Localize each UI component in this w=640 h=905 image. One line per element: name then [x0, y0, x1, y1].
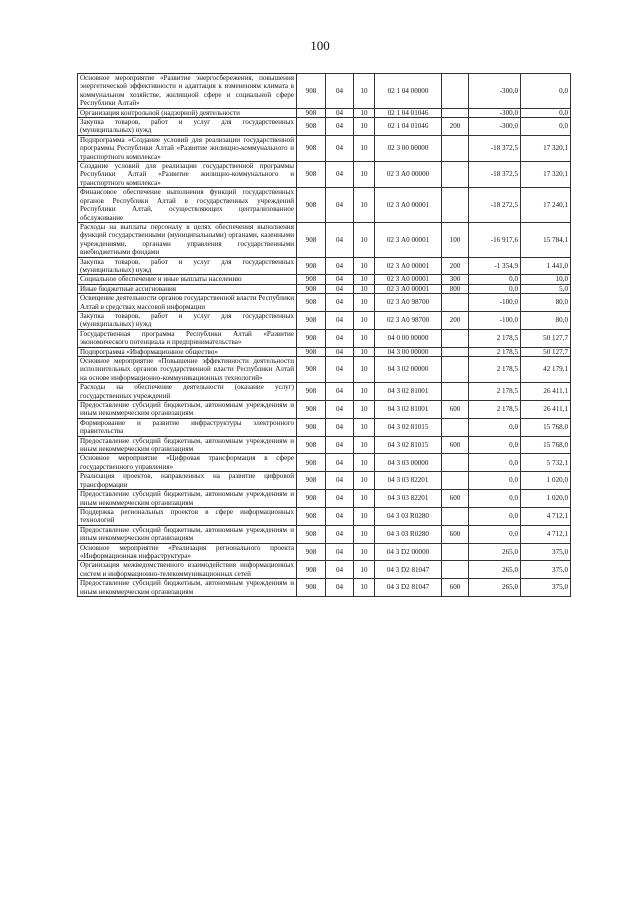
section-code-cell: 04 — [326, 490, 354, 508]
subsection-code-cell: 10 — [354, 118, 375, 136]
row-name-cell: Подпрограмма «Информационное общество» — [78, 347, 297, 356]
amount-change-cell: 265,0 — [469, 579, 521, 597]
ministry-code-cell: 908 — [297, 418, 326, 436]
section-code-cell: 04 — [326, 347, 354, 356]
ministry-code-cell: 908 — [297, 74, 326, 109]
ministry-code-cell: 908 — [297, 135, 326, 161]
target-article-cell: 02 1 04 00000 — [375, 74, 442, 109]
amount-change-cell: 265,0 — [469, 543, 521, 561]
amount-total-cell: 80,0 — [521, 294, 571, 312]
amount-change-cell: 0,0 — [469, 490, 521, 508]
amount-change-cell: 2 178,5 — [469, 347, 521, 356]
section-code-cell: 04 — [326, 118, 354, 136]
amount-change-cell: -300,0 — [469, 118, 521, 136]
amount-change-cell: 0,0 — [469, 436, 521, 454]
subsection-code-cell: 10 — [354, 436, 375, 454]
ministry-code-cell: 908 — [297, 383, 326, 401]
table-row — [78, 507, 571, 525]
table-row — [78, 108, 571, 117]
amount-total-cell: 375,0 — [521, 561, 571, 579]
amount-change-cell: 0,0 — [469, 507, 521, 525]
target-article-cell: 04 3 03 82201 — [375, 490, 442, 508]
budget-table-body — [78, 74, 571, 597]
table-row — [78, 357, 571, 383]
subsection-code-cell: 10 — [354, 561, 375, 579]
ministry-code-cell: 908 — [297, 275, 326, 284]
table-row — [78, 543, 571, 561]
subsection-code-cell: 10 — [354, 357, 375, 383]
expense-type-cell: 800 — [442, 284, 469, 293]
ministry-code-cell: 908 — [297, 188, 326, 223]
table-row — [78, 162, 571, 188]
subsection-code-cell: 10 — [354, 507, 375, 525]
expense-type-cell: 300 — [442, 275, 469, 284]
amount-total-cell: 26 411,1 — [521, 401, 571, 419]
expense-type-cell — [442, 188, 469, 223]
amount-change-cell: 0,0 — [469, 284, 521, 293]
section-code-cell: 04 — [326, 311, 354, 329]
subsection-code-cell: 10 — [354, 284, 375, 293]
amount-total-cell: 0,0 — [521, 74, 571, 109]
ministry-code-cell: 908 — [297, 347, 326, 356]
section-code-cell: 04 — [326, 74, 354, 109]
target-article-cell: 02 3 А0 00001 — [375, 257, 442, 275]
row-name-cell: Поддержка региональных проектов в сфере информационных технологий — [78, 507, 297, 525]
row-name-cell: Финансовое обеспечение выполнения функций государственных органов Республики Алтай в государственных учреждений Республики Алтай, осуществляющих централизованное обслуживание — [78, 188, 297, 223]
row-name-cell: Расходы на выплаты персоналу в целях обеспечения выполнения функций государственными (муниципальными) органами, казенными учреждениями, органами управления государственными внебюджетными фондами — [78, 222, 297, 257]
expense-type-cell — [442, 507, 469, 525]
amount-total-cell: 17 240,1 — [521, 188, 571, 223]
subsection-code-cell: 10 — [354, 418, 375, 436]
section-code-cell: 04 — [326, 436, 354, 454]
subsection-code-cell: 10 — [354, 222, 375, 257]
ministry-code-cell: 908 — [297, 561, 326, 579]
amount-change-cell: 0,0 — [469, 525, 521, 543]
section-code-cell: 04 — [326, 525, 354, 543]
amount-total-cell: 17 320,1 — [521, 162, 571, 188]
amount-change-cell: -300,0 — [469, 108, 521, 117]
amount-total-cell: 4 712,1 — [521, 507, 571, 525]
expense-type-cell — [442, 383, 469, 401]
table-row — [78, 188, 571, 223]
ministry-code-cell: 908 — [297, 543, 326, 561]
amount-total-cell: 4 712,1 — [521, 525, 571, 543]
amount-change-cell: 0,0 — [469, 418, 521, 436]
amount-total-cell: 15 768,0 — [521, 418, 571, 436]
amount-change-cell: 265,0 — [469, 561, 521, 579]
subsection-code-cell: 10 — [354, 257, 375, 275]
expense-type-cell — [442, 418, 469, 436]
amount-total-cell: 42 179,1 — [521, 357, 571, 383]
target-article-cell: 04 3 D2 81047 — [375, 579, 442, 597]
amount-total-cell: 1 441,0 — [521, 257, 571, 275]
amount-total-cell: 17 320,1 — [521, 135, 571, 161]
target-article-cell: 04 3 00 00000 — [375, 347, 442, 356]
expense-type-cell — [442, 135, 469, 161]
table-row — [78, 294, 571, 312]
target-article-cell: 04 3 02 81001 — [375, 383, 442, 401]
section-code-cell: 04 — [326, 135, 354, 161]
amount-change-cell: -100,0 — [469, 294, 521, 312]
row-name-cell: Основное мероприятие «Повышение эффективности деятельности исполнительных органов государственной власти Республики Алтай на основе информационно-коммуникационных технологий» — [78, 357, 297, 383]
amount-change-cell: 2 178,5 — [469, 357, 521, 383]
section-code-cell: 04 — [326, 454, 354, 472]
row-name-cell: Социальное обеспечение и иные выплаты населению — [78, 275, 297, 284]
section-code-cell: 04 — [326, 329, 354, 347]
expense-type-cell: 200 — [442, 257, 469, 275]
ministry-code-cell: 908 — [297, 579, 326, 597]
subsection-code-cell: 10 — [354, 490, 375, 508]
ministry-code-cell: 908 — [297, 490, 326, 508]
ministry-code-cell: 908 — [297, 162, 326, 188]
expense-type-cell: 600 — [442, 579, 469, 597]
table-row — [78, 472, 571, 490]
subsection-code-cell: 10 — [354, 401, 375, 419]
table-row — [78, 329, 571, 347]
table-row — [78, 418, 571, 436]
target-article-cell: 04 0 00 00000 — [375, 329, 442, 347]
section-code-cell: 04 — [326, 284, 354, 293]
table-row — [78, 311, 571, 329]
section-code-cell: 04 — [326, 294, 354, 312]
target-article-cell: 04 3 03 00000 — [375, 454, 442, 472]
amount-change-cell: -18 272,5 — [469, 188, 521, 223]
amount-change-cell: 2 178,5 — [469, 401, 521, 419]
row-name-cell: Предоставление субсидий бюджетным, автономным учреждениям и иным некоммерческим организациям — [78, 490, 297, 508]
amount-total-cell: 375,0 — [521, 543, 571, 561]
subsection-code-cell: 10 — [354, 579, 375, 597]
row-name-cell: Формирование и развитие инфраструктуры электронного правительства — [78, 418, 297, 436]
row-name-cell: Предоставление субсидий бюджетным, автономным учреждениям и иным некоммерческим организациям — [78, 579, 297, 597]
row-name-cell: Подпрограмма «Создание условий для реализации государственной программы Республики Алтай «Развитие жилищно-коммунального и транспортного комплекса» — [78, 135, 297, 161]
row-name-cell: Закупка товаров, работ и услуг для государственных (муниципальных) нужд — [78, 311, 297, 329]
expense-type-cell — [442, 347, 469, 356]
amount-total-cell: 15 768,0 — [521, 436, 571, 454]
amount-change-cell: 2 178,5 — [469, 383, 521, 401]
amount-total-cell: 50 127,7 — [521, 347, 571, 356]
row-name-cell: Организация межведомственного взаимодействия информационных систем и информационно-телекоммуникационных сетей — [78, 561, 297, 579]
expense-type-cell: 600 — [442, 525, 469, 543]
table-row — [78, 222, 571, 257]
section-code-cell: 04 — [326, 257, 354, 275]
expense-type-cell — [442, 294, 469, 312]
table-row — [78, 383, 571, 401]
target-article-cell: 04 3 03 R0280 — [375, 507, 442, 525]
row-name-cell: Государственная программа Республики Алтай «Развитие экономического потенциала и предпринимательства» — [78, 329, 297, 347]
target-article-cell: 02 3 А0 00001 — [375, 222, 442, 257]
subsection-code-cell: 10 — [354, 347, 375, 356]
expense-type-cell — [442, 162, 469, 188]
ministry-code-cell: 908 — [297, 329, 326, 347]
amount-total-cell: 15 784,1 — [521, 222, 571, 257]
table-row — [78, 436, 571, 454]
amount-total-cell: 10,0 — [521, 275, 571, 284]
table-row — [78, 275, 571, 284]
subsection-code-cell: 10 — [354, 275, 375, 284]
table-row — [78, 135, 571, 161]
ministry-code-cell: 908 — [297, 108, 326, 117]
amount-total-cell: 50 127,7 — [521, 329, 571, 347]
table-row — [78, 257, 571, 275]
table-row — [78, 525, 571, 543]
subsection-code-cell: 10 — [354, 525, 375, 543]
target-article-cell: 02 1 04 01046 — [375, 118, 442, 136]
subsection-code-cell: 10 — [354, 454, 375, 472]
amount-change-cell: 0,0 — [469, 275, 521, 284]
amount-change-cell: 2 178,5 — [469, 329, 521, 347]
amount-total-cell: 80,0 — [521, 311, 571, 329]
section-code-cell: 04 — [326, 561, 354, 579]
target-article-cell: 04 3 D2 81047 — [375, 561, 442, 579]
row-name-cell: Закупка товаров, работ и услуг для государственных (муниципальных) нужд — [78, 118, 297, 136]
amount-change-cell: -18 372,5 — [469, 135, 521, 161]
table-row — [78, 490, 571, 508]
ministry-code-cell: 908 — [297, 284, 326, 293]
ministry-code-cell: 908 — [297, 311, 326, 329]
table-row — [78, 401, 571, 419]
section-code-cell: 04 — [326, 543, 354, 561]
amount-total-cell: 26 411,1 — [521, 383, 571, 401]
ministry-code-cell: 908 — [297, 436, 326, 454]
table-row — [78, 347, 571, 356]
subsection-code-cell: 10 — [354, 311, 375, 329]
amount-change-cell: 0,0 — [469, 454, 521, 472]
expense-type-cell: 200 — [442, 311, 469, 329]
ministry-code-cell: 908 — [297, 454, 326, 472]
target-article-cell: 04 3 02 00000 — [375, 357, 442, 383]
amount-change-cell: -16 917,6 — [469, 222, 521, 257]
amount-total-cell: 0,0 — [521, 118, 571, 136]
target-article-cell: 04 3 02 81001 — [375, 401, 442, 419]
section-code-cell: 04 — [326, 401, 354, 419]
ministry-code-cell: 908 — [297, 401, 326, 419]
target-article-cell: 02 3 А0 98700 — [375, 294, 442, 312]
page-number: 100 — [310, 38, 330, 53]
ministry-code-cell: 908 — [297, 472, 326, 490]
row-name-cell: Основное мероприятие «Развитие энергосбережения, повышения энергетической эффективности и адаптация к изменениям климата в коммунальном хозяйстве, жилищной сфере и социальной сфере Республики Алтай» — [78, 74, 297, 109]
amount-change-cell: -100,0 — [469, 311, 521, 329]
row-name-cell: Организация контрольной (надзорной) деятельности — [78, 108, 297, 117]
section-code-cell: 04 — [326, 418, 354, 436]
row-name-cell: Иные бюджетные ассигнования — [78, 284, 297, 293]
table-row — [78, 454, 571, 472]
target-article-cell: 02 1 04 01046 — [375, 108, 442, 117]
subsection-code-cell: 10 — [354, 162, 375, 188]
subsection-code-cell: 10 — [354, 383, 375, 401]
expense-type-cell: 100 — [442, 222, 469, 257]
ministry-code-cell: 908 — [297, 222, 326, 257]
ministry-code-cell: 908 — [297, 257, 326, 275]
table-row — [78, 579, 571, 597]
target-article-cell: 02 3 А0 98700 — [375, 311, 442, 329]
table-row — [78, 118, 571, 136]
expense-type-cell — [442, 357, 469, 383]
ministry-code-cell: 908 — [297, 294, 326, 312]
section-code-cell: 04 — [326, 275, 354, 284]
expense-type-cell — [442, 543, 469, 561]
row-name-cell: Предоставление субсидий бюджетным, автономным учреждениям и иным некоммерческим организациям — [78, 436, 297, 454]
ministry-code-cell: 908 — [297, 357, 326, 383]
target-article-cell: 04 3 03 R0280 — [375, 525, 442, 543]
amount-total-cell: 5 732,1 — [521, 454, 571, 472]
target-article-cell: 04 3 03 82201 — [375, 472, 442, 490]
amount-change-cell: 0,0 — [469, 472, 521, 490]
row-name-cell: Закупка товаров, работ и услуг для государственных (муниципальных) нужд — [78, 257, 297, 275]
row-name-cell: Освещение деятельности органов государственной власти Республики Алтай в средствах массовой информации — [78, 294, 297, 312]
subsection-code-cell: 10 — [354, 74, 375, 109]
expense-type-cell — [442, 454, 469, 472]
section-code-cell: 04 — [326, 162, 354, 188]
amount-total-cell: 1 020,0 — [521, 490, 571, 508]
expense-type-cell — [442, 561, 469, 579]
amount-total-cell: 0,0 — [521, 108, 571, 117]
subsection-code-cell: 10 — [354, 329, 375, 347]
expense-type-cell — [442, 472, 469, 490]
target-article-cell: 02 3 А0 00001 — [375, 275, 442, 284]
row-name-cell: Предоставление субсидий бюджетным, автономным учреждениям и иным некоммерческим организациям — [78, 401, 297, 419]
section-code-cell: 04 — [326, 579, 354, 597]
section-code-cell: 04 — [326, 108, 354, 117]
row-name-cell: Реализация проектов, направленных на развитие цифровой трансформации — [78, 472, 297, 490]
section-code-cell: 04 — [326, 222, 354, 257]
section-code-cell: 04 — [326, 188, 354, 223]
subsection-code-cell: 10 — [354, 188, 375, 223]
amount-total-cell: 375,0 — [521, 579, 571, 597]
section-code-cell: 04 — [326, 383, 354, 401]
budget-table — [77, 73, 571, 597]
subsection-code-cell: 10 — [354, 543, 375, 561]
expense-type-cell — [442, 108, 469, 117]
row-name-cell: Основное мероприятие «Цифровая трансформация в сфере государственного управления» — [78, 454, 297, 472]
section-code-cell: 04 — [326, 472, 354, 490]
table-row — [78, 74, 571, 109]
section-code-cell: 04 — [326, 357, 354, 383]
amount-total-cell: 1 020,0 — [521, 472, 571, 490]
target-article-cell: 02 3 А0 00001 — [375, 188, 442, 223]
expense-type-cell: 600 — [442, 436, 469, 454]
row-name-cell: Основное мероприятие «Реализация регионального проекта «Информационная инфраструктура» — [78, 543, 297, 561]
target-article-cell: 04 3 02 81015 — [375, 418, 442, 436]
subsection-code-cell: 10 — [354, 108, 375, 117]
row-name-cell: Предоставление субсидий бюджетным, автономным учреждениям и иным некоммерческим организациям — [78, 525, 297, 543]
target-article-cell: 02 3 А0 00001 — [375, 284, 442, 293]
table-row — [78, 561, 571, 579]
expense-type-cell — [442, 74, 469, 109]
target-article-cell: 04 3 02 81015 — [375, 436, 442, 454]
amount-change-cell: -1 354,9 — [469, 257, 521, 275]
target-article-cell: 02 3 А0 00000 — [375, 162, 442, 188]
subsection-code-cell: 10 — [354, 135, 375, 161]
ministry-code-cell: 908 — [297, 507, 326, 525]
expense-type-cell: 200 — [442, 118, 469, 136]
amount-change-cell: -300,0 — [469, 74, 521, 109]
table-row — [78, 284, 571, 293]
row-name-cell: Создание условий для реализации государственной программы Республики Алтай «Развитие жилищно-коммунального и транспортного комплекса» — [78, 162, 297, 188]
row-name-cell: Расходы на обеспечение деятельности (оказание услуг) государственных учреждений — [78, 383, 297, 401]
amount-total-cell: 5,0 — [521, 284, 571, 293]
ministry-code-cell: 908 — [297, 118, 326, 136]
expense-type-cell — [442, 329, 469, 347]
target-article-cell: 02 3 00 00000 — [375, 135, 442, 161]
target-article-cell: 04 3 D2 00000 — [375, 543, 442, 561]
subsection-code-cell: 10 — [354, 472, 375, 490]
expense-type-cell: 600 — [442, 490, 469, 508]
amount-change-cell: -18 372,5 — [469, 162, 521, 188]
section-code-cell: 04 — [326, 507, 354, 525]
subsection-code-cell: 10 — [354, 294, 375, 312]
expense-type-cell: 600 — [442, 401, 469, 419]
ministry-code-cell: 908 — [297, 525, 326, 543]
